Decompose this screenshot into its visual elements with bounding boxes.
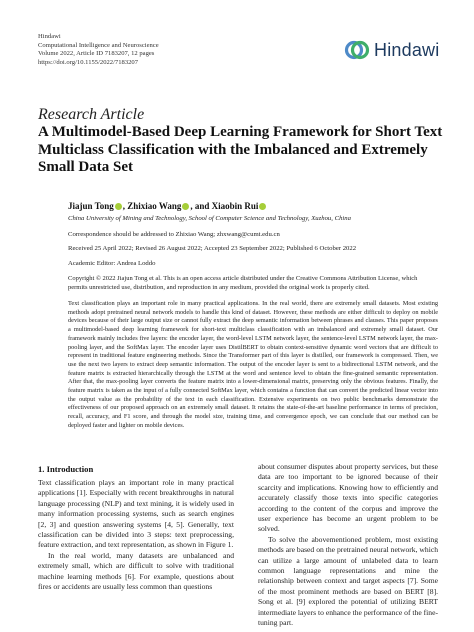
left-column	[38, 478, 234, 592]
intro-paragraph: about consumer disputes about property services, but these data are too important to be ignored because of their scarcity and implications. Knowing how to efficiently and accurately classify those texts into specific categories according to the content of the corpus and improve the user experience has become an urgent problem to be solved.	[258, 462, 438, 534]
hindawi-logo-icon	[344, 37, 370, 63]
abstract: Text classification plays an important role in many practical applications. In the real world, there are extremely small datasets. Most existing methods adopt pretrained neural network models to handle this kind of dataset. However, these methods are either difficult to deploy on mobile devices because of their large output size or cannot fully extract the deep semantic information between phrases and clauses. This paper proposes a multimodel-based deep learning framework for short-text multiclass classification with an imbalanced and extremely small dataset. Our framework mainly includes five layers: the encoder layer, the word-level LSTM network layer, the sentence-level LSTM network layer, the max-pooling layer, and the SoftMax layer. The encoder layer uses DistilBERT to obtain context-sensitive dynamic word vectors that are difficult to represent in traditional feature engineering methods. Since the Transformer part of this layer is distilled, our framework is compressed. Then, we use the next two layers to extract deep semantic information. The output of the encoder layer is sent to a bidirectional LSTM network, and the feature matrix is extracted hierarchically through the LSTM at the word and sentence level to obtain the fine-grained semantic representation. After that, the max-pooling layer converts the feature matrix into a lower-dimensional matrix, preserving only the obvious features. Finally, the feature matrix is taken as the input of a fully connected SoftMax layer, which contains a function that can convert the predicted linear vector into the output value as the probability of the text in each classification. Extensive experiments on two public benchmarks demonstrate the effectiveness of our proposed approach on an extremely small dataset. It retains the state-of-the-art baseline performance in terms of precision, recall, accuracy, and F1 score, and through the model size, training time, and convergence epoch, we can conclude that our method can be deployed faster and lighter on mobile devices.	[68, 300, 438, 429]
article-title: A Multimodel-Based Deep Learning Framework for Short Text Multiclass Classification with the Imbalanced and Extremely Small Data Set	[38, 124, 443, 175]
hindawi-logo-text: Hindawi	[374, 39, 440, 60]
hindawi-logo	[344, 36, 439, 64]
author-list: Jiajun Tong , Zhixiao Wang , and Xiaobin Rui	[68, 201, 267, 211]
journal-meta	[38, 33, 298, 67]
intro-paragraph: Text classification plays an important role in many practical applications [1]. Especially with recent breakthroughs in natural language processing (NLP) and text mining, it is widely used in many information processing systems, such as search engines [2, 3] and question answering systems [4, 5]. Generally, text classification can be divided into 3 steps: text preprocessing, feature extraction, and text representation, as shown in Figure 1.	[38, 478, 234, 550]
academic-editor: Academic Editor: Andrea Loddo	[68, 260, 156, 267]
journal-doi[interactable]: https://doi.org/10.1155/2022/7183207	[38, 58, 139, 66]
orcid-icon[interactable]	[182, 203, 189, 210]
copyright-notice: Copyright © 2022 Jiajun Tong et al. This is an open access article distributed under the Creative Commons Attribution License, which permits unrestricted use, distribution, and reproduction in any medium, provided the original work is properly cited.	[68, 275, 418, 291]
journal-name: Computational Intelligence and Neuroscience	[38, 41, 159, 49]
journal-publisher: Hindawi	[38, 33, 61, 40]
intro-paragraph: To solve the abovementioned problem, most existing methods are based on the pretrained neural network, which can utilize a large amount of unlabeled data to learn common language representations and mine the relationship between context and target aspects [7]. Some of the most prominent methods are based on BERT [8]. Song et al. [9] explored the potential of utilizing BERT intermediate layers to enhance the performance of the fine-tuning part.	[258, 534, 438, 628]
correspondence: Correspondence should be addressed to Zhixiao Wang; zhxwang@cumt.edu.cn	[68, 231, 280, 238]
right-column	[258, 462, 438, 629]
orcid-icon[interactable]	[259, 203, 266, 210]
orcid-icon[interactable]	[115, 203, 122, 210]
article-type: Research Article	[38, 106, 145, 123]
article-dates: Received 25 April 2022; Revised 26 August 2022; Accepted 23 September 2022; Published 6 October 2022	[68, 245, 357, 252]
author-rui[interactable]: Xiaobin Rui	[211, 201, 259, 211]
author-tong[interactable]: Jiajun Tong	[68, 201, 114, 211]
author-wang[interactable]: Zhixiao Wang	[127, 201, 182, 211]
intro-paragraph: In the real world, many datasets are unbalanced and extremely small, which are difficult to solve with traditional machine learning methods [6]. For example, questions about fires or accidents are usually less common than questions	[38, 550, 234, 592]
section-heading-introduction: 1. Introduction	[38, 464, 94, 474]
affiliation: China University of Mining and Technology, School of Computer Science and Technology, Xuzhou, China	[68, 215, 351, 222]
journal-volume: Volume 2022, Article ID 7183207, 12 pages	[38, 50, 155, 58]
